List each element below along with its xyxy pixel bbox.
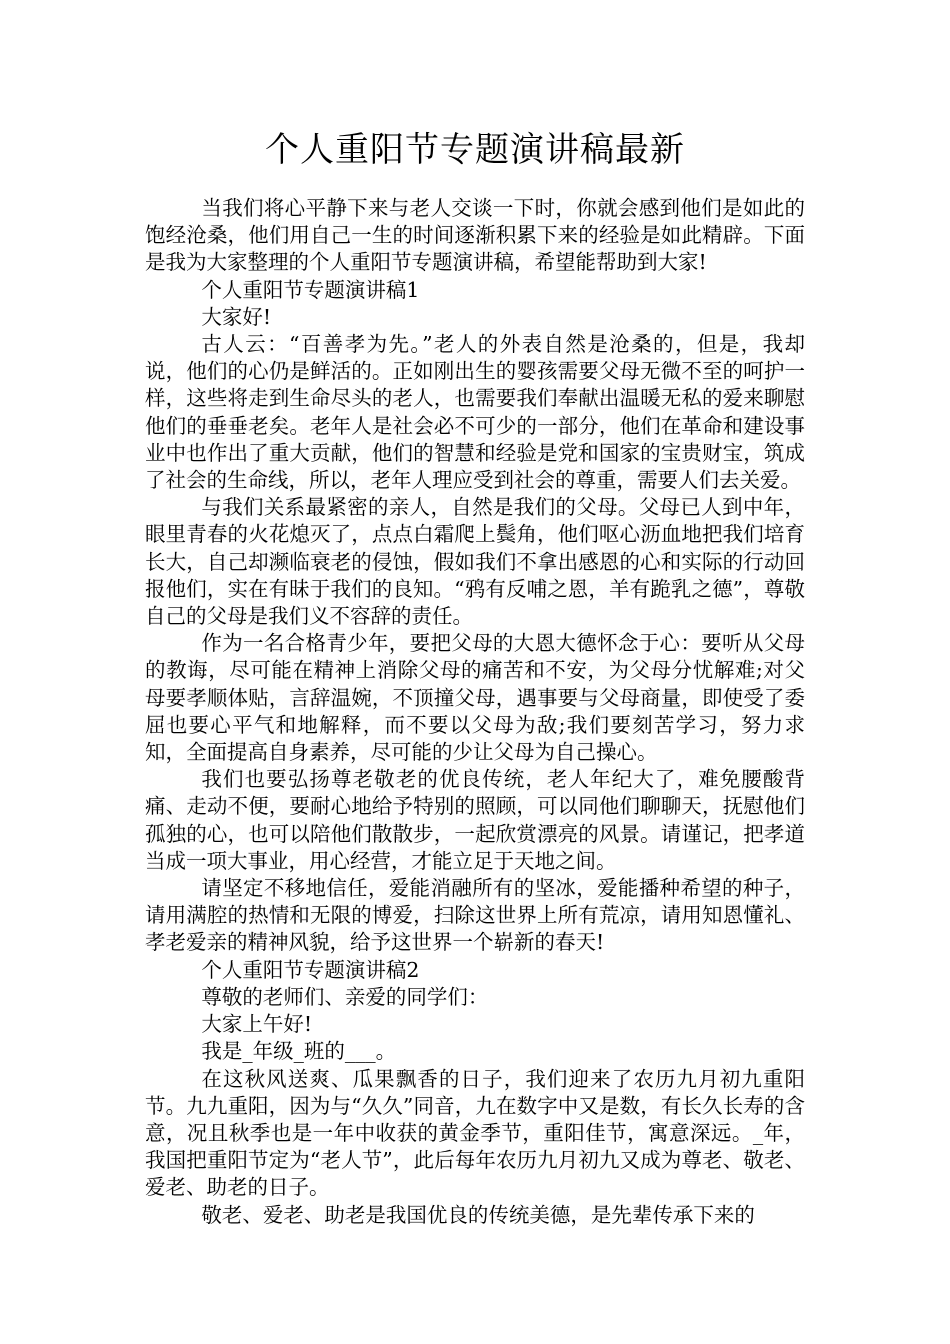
body-paragraph: 在这秋风送爽、瓜果飘香的日子，我们迎来了农历九月初九重阳节。九九重阳，因为与“久久”同音，九在数字中又是数，有长久长寿的含意，况且秋季也是一年中收获的黄金季节，重阳佳节，寓意深远。_年，我国把重阳节定为“老人节”，此后每年农历九月初九又成为尊老、敬老、爱老、助老的日子。 [145,1066,805,1200]
section-heading-1: 个人重阳节专题演讲稿1 [201,277,420,302]
self-introduction-paragraph: 我是_年级_班的___。 [201,1039,397,1064]
salutation-paragraph: 尊敬的老师们、亲爱的同学们： [201,984,489,1009]
greeting-paragraph: 大家上午好! [201,1012,313,1037]
body-paragraph: 作为一名合格青少年，要把父母的大恩大德怀念于心：要听从父母的教诲，尽可能在精神上消除父母的痛苦和不安，为父母分忧解难;对父母要孝顺体贴，言辞温婉，不顶撞父母，遇事要与父母商量，即使受了委屈也要心平气和地解释，而不要以父母为敌;我们要刻苦学习，努力求知，全面提高自身素养，尽可能的少让父母为自己操心。 [145,631,805,765]
body-paragraph: 我们也要弘扬尊老敬老的优良传统，老人年纪大了，难免腰酸背痛、走动不便，要耐心地给予特别的照顾，可以同他们聊聊天，抚慰他们孤独的心，也可以陪他们散散步，一起欣赏漂亮的风景。请谨记，把孝道当成一项大事业，用心经营，才能立足于天地之间。 [145,767,805,873]
body-paragraph: 古人云：“百善孝为先。”老人的外表自然是沧桑的，但是，我却说，他们的心仍是鲜活的。正如刚出生的婴孩需要父母无微不至的呵护一样，这些将走到生命尽头的老人，也需要我们奉献出温暖无私的爱来聊慰他们的垂垂老矣。老年人是社会必不可少的一部分，他们在革命和建设事业中也作出了重大贡献，他们的智慧和经验是党和国家的宝贵财宝，筑成了社会的生命线，所以，老年人理应受到社会的尊重，需要人们去关爱。 [145,332,805,493]
greeting-paragraph: 大家好! [201,304,272,329]
section-heading-2: 个人重阳节专题演讲稿2 [201,957,420,982]
body-paragraph: 敬老、爱老、助老是我国优良的传统美德，是先辈传承下来的 [201,1202,755,1227]
body-paragraph: 与我们关系最紧密的亲人，自然是我们的父母。父母已人到中年，眼里青春的火花熄灭了，点点白霜爬上鬓角，他们呕心沥血地把我们培育长大，自己却濒临衰老的侵蚀，假如我们不拿出感恩的心和实际的行动回报他们，实在有昧于我们的良知。“鸦有反哺之恩，羊有跪乳之德”，尊敬自己的父母是我们义不容辞的责任。 [145,495,805,629]
document-title: 个人重阳节专题演讲稿最新 [265,130,685,170]
intro-paragraph: 当我们将心平静下来与老人交谈一下时，你就会感到他们是如此的饱经沧桑，他们用自己一生的时间逐渐积累下来的经验是如此精辟。下面是我为大家整理的个人重阳节专题演讲稿，希望能帮助到大家! [145,196,805,275]
document-body [145,195,805,1229]
body-paragraph: 请坚定不移地信任，爱能消融所有的坚冰，爱能播种希望的种子，请用满腔的热情和无限的博爱，扫除这世界上所有荒凉，请用知恩懂礼、孝老爱亲的精神风貌，给予这世界一个崭新的春天! [145,876,805,955]
